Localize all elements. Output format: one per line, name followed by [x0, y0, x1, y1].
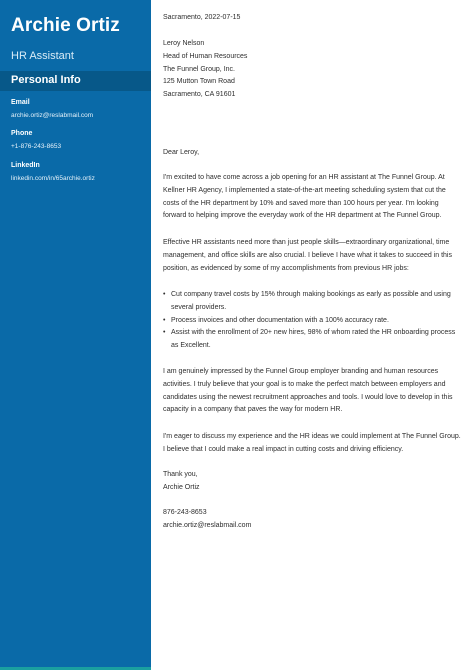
bullet-icon: • — [163, 329, 166, 337]
personal-info-header — [0, 71, 151, 91]
email-link[interactable]: archie.ortiz@reslabmail.com — [11, 112, 94, 119]
footer-phone: 876-243-8653 — [163, 509, 207, 516]
recipient-name: Leroy Nelson — [163, 40, 205, 47]
paragraph-3 — [163, 366, 463, 417]
greeting: Dear Leroy, — [163, 149, 200, 156]
place-date: Sacramento, 2022-07-15 — [163, 14, 241, 21]
signature: Archie Ortiz — [163, 483, 200, 491]
paragraph-3-text: I am genuinely impressed by the Funnel Group employer branding and human resources activities. I truly believe that your goal is to make the perfect match between employers and candidates using the newest recruitment approaches and tools. I would love to develop in this capacity in a company that paves the way for modern HR. — [163, 368, 453, 414]
list-item — [163, 327, 463, 353]
closing: Thank you, — [163, 471, 198, 478]
paragraph-4-text: I'm eager to discuss my experience and the HR ideas we could implement at The Funnel Group. I believe that I could make a real impact in cutting costs and driving efficiency. — [163, 433, 461, 453]
paragraph-2 — [163, 237, 463, 275]
list-item — [163, 289, 463, 315]
personal-info-title: Personal Info — [11, 74, 81, 86]
phone-link[interactable]: +1-876-243-8653 — [11, 143, 62, 150]
recipient-city: Sacramento, CA 91601 — [163, 91, 236, 99]
paragraph-2-text: Effective HR assistants need more than just people skills—extraordinary organizational, time management, and office skills are also crucial. I believe I have what it takes to succeed in this position, as evidenced by some of my accomplishments from previous HR jobs: — [163, 239, 452, 272]
footer-contact — [163, 507, 463, 533]
recipient-block — [163, 38, 463, 102]
phone-label: Phone — [11, 130, 33, 137]
paragraph-1-text: I'm excited to have come across a job opening for an HR assistant at The Funnel Group. At Kellner HR Agency, I implemented a state-of-the-art meeting scheduling system that cut the costs of the HR department by 10% and saved more than 100 hours per year. I'm looking forward to helping improve the everyday work of the HR department at The Funnel Group. — [163, 174, 446, 220]
achievements-list — [163, 289, 463, 353]
achievement-text: Cut company travel costs by 15% through making bookings as early as possible and using several providers. — [171, 291, 451, 311]
recipient-street: 125 Mutton Town Road — [163, 78, 235, 86]
applicant-name: Archie Ortiz — [11, 15, 120, 36]
bullet-icon: • — [163, 291, 166, 298]
bullet-icon: • — [163, 316, 166, 324]
list-item — [163, 315, 463, 328]
linkedin-label: LinkedIn — [11, 162, 40, 169]
email-label: Email — [11, 99, 30, 106]
linkedin-link[interactable]: linkedin.com/in/65archie.ortiz — [11, 175, 95, 182]
footer-email[interactable]: archie.ortiz@reslabmail.com — [163, 521, 252, 529]
sidebar — [0, 0, 151, 670]
paragraph-1 — [163, 172, 463, 223]
achievement-text: Assist with the enrollment of 20+ new hires, 98% of whom rated the HR onboarding process as Excellent. — [171, 329, 456, 350]
recipient-title: Head of Human Resources — [163, 52, 248, 60]
achievement-text: Process invoices and other documentation with a 100% accuracy rate. — [171, 316, 389, 324]
closing-block — [163, 469, 463, 495]
recipient-company: The Funnel Group, Inc. — [163, 65, 235, 73]
paragraph-4 — [163, 431, 463, 457]
applicant-role: HR Assistant — [11, 50, 74, 62]
